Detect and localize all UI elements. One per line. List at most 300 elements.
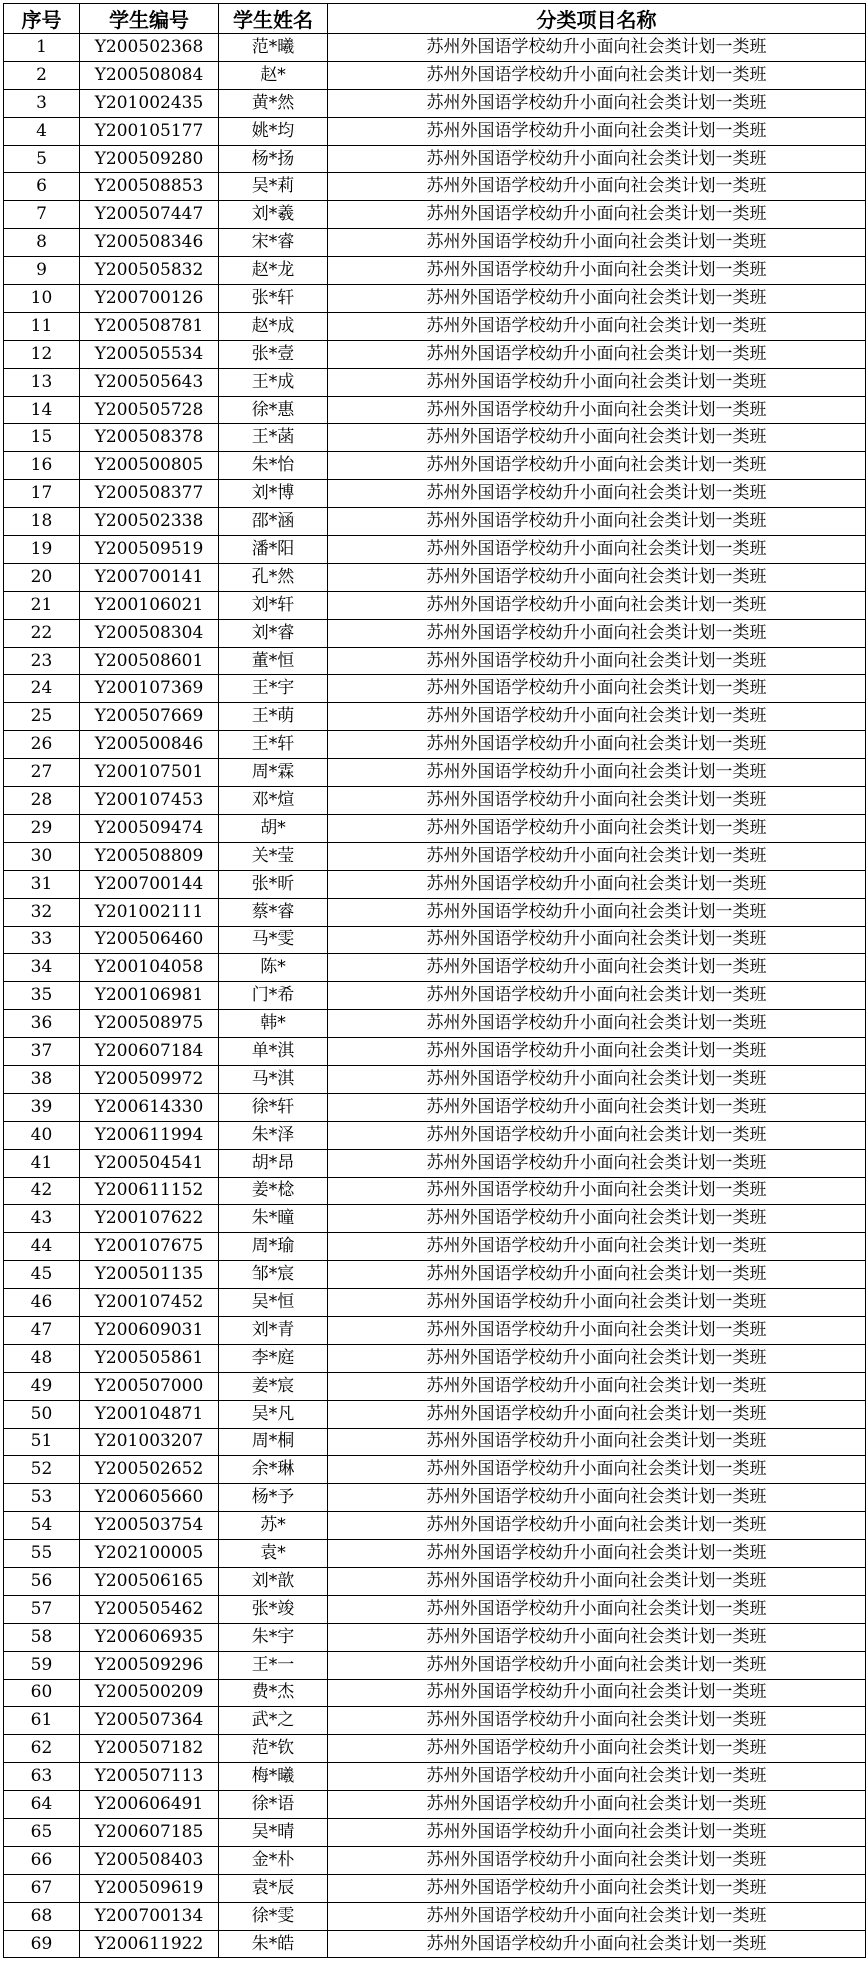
table-row	[4, 396, 866, 424]
table-row	[4, 1456, 866, 1484]
cell-serial-number: 54	[4, 1512, 80, 1540]
cell-student-id: Y200107453	[80, 787, 219, 815]
cell-serial-number: 35	[4, 982, 80, 1010]
cell-student-id: Y200104871	[80, 1400, 219, 1428]
cell-category-name: 苏州外国语学校幼升小面向社会类计划一类班	[328, 1595, 866, 1623]
cell-student-id: Y202100005	[80, 1540, 219, 1568]
cell-serial-number: 9	[4, 257, 80, 285]
cell-serial-number: 67	[4, 1874, 80, 1902]
cell-serial-number: 27	[4, 759, 80, 787]
cell-category-name: 苏州外国语学校幼升小面向社会类计划一类班	[328, 312, 866, 340]
cell-serial-number: 50	[4, 1400, 80, 1428]
cell-category-name: 苏州外国语学校幼升小面向社会类计划一类班	[328, 1149, 866, 1177]
table-row	[4, 1233, 866, 1261]
cell-student-name: 邹*宸	[219, 1261, 328, 1289]
cell-category-name: 苏州外国语学校幼升小面向社会类计划一类班	[328, 145, 866, 173]
cell-serial-number: 25	[4, 703, 80, 731]
header-row	[4, 4, 866, 34]
table-row	[4, 536, 866, 564]
cell-student-name: 胡*	[219, 814, 328, 842]
cell-category-name: 苏州外国语学校幼升小面向社会类计划一类班	[328, 1623, 866, 1651]
table-row	[4, 1400, 866, 1428]
cell-category-name: 苏州外国语学校幼升小面向社会类计划一类班	[328, 61, 866, 89]
cell-category-name: 苏州外国语学校幼升小面向社会类计划一类班	[328, 89, 866, 117]
cell-serial-number: 4	[4, 117, 80, 145]
cell-student-name: 吴*莉	[219, 173, 328, 201]
cell-student-id: Y200607185	[80, 1819, 219, 1847]
table-body	[4, 34, 866, 1958]
cell-category-name: 苏州外国语学校幼升小面向社会类计划一类班	[328, 1233, 866, 1261]
cell-category-name: 苏州外国语学校幼升小面向社会类计划一类班	[328, 257, 866, 285]
cell-student-name: 袁*	[219, 1540, 328, 1568]
cell-category-name: 苏州外国语学校幼升小面向社会类计划一类班	[328, 870, 866, 898]
cell-student-name: 刘*轩	[219, 591, 328, 619]
cell-student-name: 单*淇	[219, 1038, 328, 1066]
cell-student-id: Y200505462	[80, 1595, 219, 1623]
table-row	[4, 647, 866, 675]
table-row	[4, 1344, 866, 1372]
table-row	[4, 1149, 866, 1177]
cell-student-name: 朱*宇	[219, 1623, 328, 1651]
table-row	[4, 731, 866, 759]
cell-category-name: 苏州外国语学校幼升小面向社会类计划一类班	[328, 619, 866, 647]
cell-serial-number: 37	[4, 1038, 80, 1066]
table-row	[4, 1874, 866, 1902]
cell-student-id: Y200503754	[80, 1512, 219, 1540]
cell-student-id: Y200107369	[80, 675, 219, 703]
cell-student-id: Y200506460	[80, 926, 219, 954]
cell-student-id: Y200504541	[80, 1149, 219, 1177]
cell-student-name: 姜*棯	[219, 1177, 328, 1205]
table-row	[4, 1651, 866, 1679]
table-row	[4, 1038, 866, 1066]
cell-student-name: 刘*羲	[219, 201, 328, 229]
cell-category-name: 苏州外国语学校幼升小面向社会类计划一类班	[328, 1540, 866, 1568]
cell-student-name: 吴*晴	[219, 1819, 328, 1847]
table-row	[4, 340, 866, 368]
table-row	[4, 1316, 866, 1344]
cell-serial-number: 21	[4, 591, 80, 619]
cell-category-name: 苏州外国语学校幼升小面向社会类计划一类班	[328, 340, 866, 368]
table-row	[4, 1735, 866, 1763]
cell-category-name: 苏州外国语学校幼升小面向社会类计划一类班	[328, 563, 866, 591]
table-row	[4, 1679, 866, 1707]
table-row	[4, 1065, 866, 1093]
cell-category-name: 苏州外国语学校幼升小面向社会类计划一类班	[328, 396, 866, 424]
cell-serial-number: 38	[4, 1065, 80, 1093]
cell-serial-number: 29	[4, 814, 80, 842]
cell-student-name: 梅*曦	[219, 1763, 328, 1791]
cell-category-name: 苏州外国语学校幼升小面向社会类计划一类班	[328, 814, 866, 842]
cell-category-name: 苏州外国语学校幼升小面向社会类计划一类班	[328, 1456, 866, 1484]
cell-serial-number: 34	[4, 954, 80, 982]
cell-category-name: 苏州外国语学校幼升小面向社会类计划一类班	[328, 1930, 866, 1958]
cell-student-id: Y200106981	[80, 982, 219, 1010]
table-row	[4, 1595, 866, 1623]
cell-student-name: 陈*	[219, 954, 328, 982]
cell-serial-number: 55	[4, 1540, 80, 1568]
cell-student-id: Y200508377	[80, 480, 219, 508]
table-row	[4, 201, 866, 229]
cell-serial-number: 63	[4, 1763, 80, 1791]
table-row	[4, 898, 866, 926]
table-row	[4, 1623, 866, 1651]
cell-student-id: Y200107675	[80, 1233, 219, 1261]
cell-category-name: 苏州外国语学校幼升小面向社会类计划一类班	[328, 703, 866, 731]
table-row	[4, 675, 866, 703]
cell-student-id: Y200107501	[80, 759, 219, 787]
table-row	[4, 954, 866, 982]
cell-student-id: Y200508403	[80, 1846, 219, 1874]
cell-category-name: 苏州外国语学校幼升小面向社会类计划一类班	[328, 1400, 866, 1428]
cell-student-name: 刘*睿	[219, 619, 328, 647]
cell-student-name: 刘*青	[219, 1316, 328, 1344]
cell-student-name: 孔*然	[219, 563, 328, 591]
table-row	[4, 229, 866, 257]
cell-student-name: 刘*博	[219, 480, 328, 508]
cell-serial-number: 53	[4, 1484, 80, 1512]
table-header	[4, 4, 866, 34]
table-row	[4, 424, 866, 452]
cell-category-name: 苏州外国语学校幼升小面向社会类计划一类班	[328, 1289, 866, 1317]
cell-serial-number: 23	[4, 647, 80, 675]
cell-student-id: Y200605660	[80, 1484, 219, 1512]
table-row	[4, 61, 866, 89]
cell-category-name: 苏州外国语学校幼升小面向社会类计划一类班	[328, 1484, 866, 1512]
cell-category-name: 苏州外国语学校幼升小面向社会类计划一类班	[328, 285, 866, 313]
cell-category-name: 苏州外国语学校幼升小面向社会类计划一类班	[328, 759, 866, 787]
cell-serial-number: 52	[4, 1456, 80, 1484]
table-row	[4, 1540, 866, 1568]
cell-serial-number: 59	[4, 1651, 80, 1679]
table-row	[4, 1902, 866, 1930]
table-row	[4, 982, 866, 1010]
cell-student-name: 赵*	[219, 61, 328, 89]
cell-serial-number: 57	[4, 1595, 80, 1623]
cell-serial-number: 6	[4, 173, 80, 201]
cell-serial-number: 60	[4, 1679, 80, 1707]
cell-student-name: 杨*扬	[219, 145, 328, 173]
cell-student-name: 张*昕	[219, 870, 328, 898]
cell-student-name: 黄*然	[219, 89, 328, 117]
cell-student-name: 关*莹	[219, 842, 328, 870]
cell-student-id: Y200606935	[80, 1623, 219, 1651]
table-row	[4, 1010, 866, 1038]
cell-serial-number: 58	[4, 1623, 80, 1651]
cell-student-id: Y200508346	[80, 229, 219, 257]
cell-student-id: Y200507669	[80, 703, 219, 731]
cell-student-id: Y200609031	[80, 1316, 219, 1344]
cell-student-name: 费*杰	[219, 1679, 328, 1707]
cell-student-id: Y200611994	[80, 1121, 219, 1149]
cell-student-id: Y200508378	[80, 424, 219, 452]
cell-student-id: Y200611922	[80, 1930, 219, 1958]
cell-serial-number: 1	[4, 34, 80, 62]
cell-serial-number: 14	[4, 396, 80, 424]
table-row	[4, 145, 866, 173]
cell-category-name: 苏州外国语学校幼升小面向社会类计划一类班	[328, 1791, 866, 1819]
cell-serial-number: 69	[4, 1930, 80, 1958]
cell-student-id: Y200506165	[80, 1567, 219, 1595]
cell-category-name: 苏州外国语学校幼升小面向社会类计划一类班	[328, 787, 866, 815]
table-row	[4, 1121, 866, 1149]
cell-student-id: Y200502338	[80, 508, 219, 536]
cell-student-name: 徐*轩	[219, 1093, 328, 1121]
cell-student-id: Y200507000	[80, 1372, 219, 1400]
cell-student-name: 王*成	[219, 368, 328, 396]
cell-student-id: Y200505861	[80, 1344, 219, 1372]
cell-category-name: 苏州外国语学校幼升小面向社会类计划一类班	[328, 201, 866, 229]
table-row	[4, 1177, 866, 1205]
cell-category-name: 苏州外国语学校幼升小面向社会类计划一类班	[328, 1902, 866, 1930]
cell-category-name: 苏州外国语学校幼升小面向社会类计划一类班	[328, 1372, 866, 1400]
cell-serial-number: 19	[4, 536, 80, 564]
cell-serial-number: 22	[4, 619, 80, 647]
cell-serial-number: 5	[4, 145, 80, 173]
cell-serial-number: 56	[4, 1567, 80, 1595]
cell-serial-number: 68	[4, 1902, 80, 1930]
cell-category-name: 苏州外国语学校幼升小面向社会类计划一类班	[328, 452, 866, 480]
cell-serial-number: 12	[4, 340, 80, 368]
cell-category-name: 苏州外国语学校幼升小面向社会类计划一类班	[328, 1707, 866, 1735]
cell-category-name: 苏州外国语学校幼升小面向社会类计划一类班	[328, 1567, 866, 1595]
cell-student-id: Y200505832	[80, 257, 219, 285]
cell-serial-number: 65	[4, 1819, 80, 1847]
cell-student-name: 张*竣	[219, 1595, 328, 1623]
cell-student-name: 袁*辰	[219, 1874, 328, 1902]
cell-student-name: 邓*煊	[219, 787, 328, 815]
table-row	[4, 508, 866, 536]
cell-student-id: Y200508084	[80, 61, 219, 89]
cell-student-id: Y200607184	[80, 1038, 219, 1066]
table-row	[4, 591, 866, 619]
table-row	[4, 285, 866, 313]
cell-student-name: 周*瑜	[219, 1233, 328, 1261]
cell-category-name: 苏州外国语学校幼升小面向社会类计划一类班	[328, 424, 866, 452]
cell-category-name: 苏州外国语学校幼升小面向社会类计划一类班	[328, 1093, 866, 1121]
cell-student-name: 余*琳	[219, 1456, 328, 1484]
cell-student-id: Y200502652	[80, 1456, 219, 1484]
table-row	[4, 563, 866, 591]
table-row	[4, 870, 866, 898]
cell-category-name: 苏州外国语学校幼升小面向社会类计划一类班	[328, 926, 866, 954]
cell-student-name: 周*霖	[219, 759, 328, 787]
cell-student-name: 王*菡	[219, 424, 328, 452]
cell-student-id: Y200509619	[80, 1874, 219, 1902]
cell-category-name: 苏州外国语学校幼升小面向社会类计划一类班	[328, 508, 866, 536]
cell-student-name: 吴*恒	[219, 1289, 328, 1317]
cell-category-name: 苏州外国语学校幼升小面向社会类计划一类班	[328, 1846, 866, 1874]
cell-category-name: 苏州外国语学校幼升小面向社会类计划一类班	[328, 647, 866, 675]
cell-category-name: 苏州外国语学校幼升小面向社会类计划一类班	[328, 954, 866, 982]
cell-serial-number: 48	[4, 1344, 80, 1372]
cell-serial-number: 61	[4, 1707, 80, 1735]
table-row	[4, 1930, 866, 1958]
header-student-id: 学生编号	[80, 4, 219, 34]
table-row	[4, 619, 866, 647]
cell-student-id: Y200509280	[80, 145, 219, 173]
cell-student-name: 韩*	[219, 1010, 328, 1038]
cell-serial-number: 15	[4, 424, 80, 452]
table-row	[4, 759, 866, 787]
cell-student-name: 金*朴	[219, 1846, 328, 1874]
cell-category-name: 苏州外国语学校幼升小面向社会类计划一类班	[328, 1651, 866, 1679]
cell-category-name: 苏州外国语学校幼升小面向社会类计划一类班	[328, 536, 866, 564]
cell-student-id: Y200509296	[80, 1651, 219, 1679]
table-row	[4, 1261, 866, 1289]
cell-student-name: 武*之	[219, 1707, 328, 1735]
cell-student-name: 门*希	[219, 982, 328, 1010]
cell-student-id: Y200507447	[80, 201, 219, 229]
cell-category-name: 苏州外国语学校幼升小面向社会类计划一类班	[328, 34, 866, 62]
cell-serial-number: 26	[4, 731, 80, 759]
header-student-name: 学生姓名	[219, 4, 328, 34]
cell-student-id: Y200509972	[80, 1065, 219, 1093]
table-row	[4, 1484, 866, 1512]
cell-student-name: 马*淇	[219, 1065, 328, 1093]
cell-category-name: 苏州外国语学校幼升小面向社会类计划一类班	[328, 898, 866, 926]
cell-category-name: 苏州外国语学校幼升小面向社会类计划一类班	[328, 1316, 866, 1344]
cell-serial-number: 16	[4, 452, 80, 480]
table-row	[4, 480, 866, 508]
table-row	[4, 1819, 866, 1847]
cell-serial-number: 40	[4, 1121, 80, 1149]
cell-serial-number: 20	[4, 563, 80, 591]
table-row	[4, 1846, 866, 1874]
cell-serial-number: 24	[4, 675, 80, 703]
cell-student-id: Y200508601	[80, 647, 219, 675]
table-row	[4, 1372, 866, 1400]
cell-category-name: 苏州外国语学校幼升小面向社会类计划一类班	[328, 1010, 866, 1038]
cell-student-id: Y200700126	[80, 285, 219, 313]
cell-category-name: 苏州外国语学校幼升小面向社会类计划一类班	[328, 731, 866, 759]
cell-serial-number: 17	[4, 480, 80, 508]
cell-student-name: 潘*阳	[219, 536, 328, 564]
cell-student-id: Y200508809	[80, 842, 219, 870]
cell-student-id: Y200105177	[80, 117, 219, 145]
table-row	[4, 1289, 866, 1317]
cell-student-id: Y200507182	[80, 1735, 219, 1763]
cell-category-name: 苏州外国语学校幼升小面向社会类计划一类班	[328, 173, 866, 201]
table-row	[4, 117, 866, 145]
cell-serial-number: 43	[4, 1205, 80, 1233]
cell-category-name: 苏州外国语学校幼升小面向社会类计划一类班	[328, 1065, 866, 1093]
cell-student-id: Y200509474	[80, 814, 219, 842]
cell-student-id: Y200509519	[80, 536, 219, 564]
cell-category-name: 苏州外国语学校幼升小面向社会类计划一类班	[328, 117, 866, 145]
cell-student-id: Y201002111	[80, 898, 219, 926]
table-row	[4, 787, 866, 815]
cell-student-id: Y200606491	[80, 1791, 219, 1819]
cell-serial-number: 28	[4, 787, 80, 815]
cell-student-id: Y200107452	[80, 1289, 219, 1317]
cell-student-name: 王*轩	[219, 731, 328, 759]
table-row	[4, 312, 866, 340]
cell-serial-number: 51	[4, 1428, 80, 1456]
cell-student-name: 邵*涵	[219, 508, 328, 536]
cell-serial-number: 41	[4, 1149, 80, 1177]
table-row	[4, 814, 866, 842]
cell-serial-number: 62	[4, 1735, 80, 1763]
cell-student-id: Y200500209	[80, 1679, 219, 1707]
cell-student-name: 吴*凡	[219, 1400, 328, 1428]
cell-category-name: 苏州外国语学校幼升小面向社会类计划一类班	[328, 1512, 866, 1540]
student-list-table	[3, 3, 866, 1958]
cell-serial-number: 36	[4, 1010, 80, 1038]
cell-category-name: 苏州外国语学校幼升小面向社会类计划一类班	[328, 1177, 866, 1205]
cell-student-name: 马*雯	[219, 926, 328, 954]
cell-serial-number: 11	[4, 312, 80, 340]
cell-serial-number: 8	[4, 229, 80, 257]
cell-serial-number: 18	[4, 508, 80, 536]
cell-serial-number: 46	[4, 1289, 80, 1317]
cell-student-id: Y200502368	[80, 34, 219, 62]
cell-serial-number: 30	[4, 842, 80, 870]
cell-student-id: Y201003207	[80, 1428, 219, 1456]
cell-serial-number: 10	[4, 285, 80, 313]
cell-student-name: 赵*成	[219, 312, 328, 340]
cell-serial-number: 33	[4, 926, 80, 954]
cell-category-name: 苏州外国语学校幼升小面向社会类计划一类班	[328, 842, 866, 870]
table-row	[4, 1707, 866, 1735]
table-row	[4, 842, 866, 870]
cell-category-name: 苏州外国语学校幼升小面向社会类计划一类班	[328, 480, 866, 508]
cell-student-id: Y200700144	[80, 870, 219, 898]
cell-category-name: 苏州外国语学校幼升小面向社会类计划一类班	[328, 982, 866, 1010]
cell-student-name: 徐*语	[219, 1791, 328, 1819]
cell-category-name: 苏州外国语学校幼升小面向社会类计划一类班	[328, 229, 866, 257]
cell-student-name: 朱*曈	[219, 1205, 328, 1233]
cell-serial-number: 39	[4, 1093, 80, 1121]
table-row	[4, 173, 866, 201]
cell-student-id: Y200614330	[80, 1093, 219, 1121]
cell-category-name: 苏州外国语学校幼升小面向社会类计划一类班	[328, 368, 866, 396]
cell-serial-number: 32	[4, 898, 80, 926]
cell-student-name: 范*曦	[219, 34, 328, 62]
cell-student-id: Y200501135	[80, 1261, 219, 1289]
table-row	[4, 257, 866, 285]
cell-student-id: Y200611152	[80, 1177, 219, 1205]
cell-category-name: 苏州外国语学校幼升小面向社会类计划一类班	[328, 1428, 866, 1456]
cell-serial-number: 49	[4, 1372, 80, 1400]
cell-student-name: 朱*怡	[219, 452, 328, 480]
cell-category-name: 苏州外国语学校幼升小面向社会类计划一类班	[328, 1819, 866, 1847]
table-row	[4, 1093, 866, 1121]
table-row	[4, 368, 866, 396]
cell-student-id: Y200507113	[80, 1763, 219, 1791]
cell-serial-number: 3	[4, 89, 80, 117]
cell-student-id: Y200106021	[80, 591, 219, 619]
cell-student-id: Y200508853	[80, 173, 219, 201]
cell-serial-number: 44	[4, 1233, 80, 1261]
table-row	[4, 1567, 866, 1595]
table-row	[4, 1791, 866, 1819]
cell-serial-number: 66	[4, 1846, 80, 1874]
cell-category-name: 苏州外国语学校幼升小面向社会类计划一类班	[328, 1874, 866, 1902]
cell-student-name: 朱*泽	[219, 1121, 328, 1149]
cell-student-name: 范*钦	[219, 1735, 328, 1763]
table-row	[4, 926, 866, 954]
cell-student-id: Y200700141	[80, 563, 219, 591]
cell-student-id: Y200505728	[80, 396, 219, 424]
cell-student-name: 姚*均	[219, 117, 328, 145]
cell-student-name: 张*壹	[219, 340, 328, 368]
header-serial-number: 序号	[4, 4, 80, 34]
cell-category-name: 苏州外国语学校幼升小面向社会类计划一类班	[328, 1679, 866, 1707]
cell-serial-number: 45	[4, 1261, 80, 1289]
cell-student-name: 蔡*睿	[219, 898, 328, 926]
cell-student-id: Y200107622	[80, 1205, 219, 1233]
